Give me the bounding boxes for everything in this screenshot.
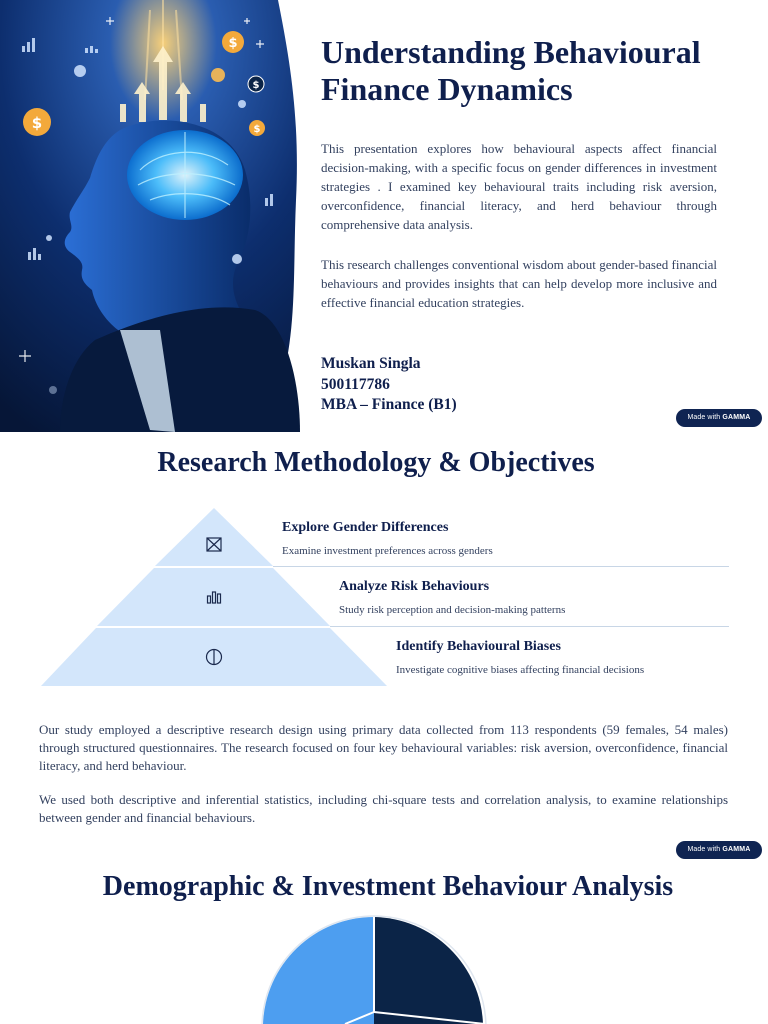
objective-title: Explore Gender Differences: [282, 520, 449, 535]
demographic-pie-chart: [0, 900, 768, 1024]
page-title: Understanding Behavioural Finance Dynamics: [321, 34, 701, 107]
made-with-gamma-badge[interactable]: [676, 841, 762, 859]
badge-prefix: Made with: [687, 846, 721, 853]
objective-title: Identify Behavioural Biases: [396, 639, 561, 654]
statistics-paragraph: We used both descriptive and inferential statistics, including chi-square tests and correlation analysis, to examine relationships between gender and financial behaviours.: [39, 792, 728, 825]
pie-slice-dark: [374, 917, 483, 1024]
author-name: Muskan Singla: [321, 355, 421, 372]
research-paragraph: This research challenges conventional wisdom about gender-based financial behaviours and provides insights that can help develop more inclusive and effective financial education strategies.: [321, 257, 717, 310]
svg-text:$: $: [253, 124, 261, 135]
badge-brand: GAMMA: [722, 846, 751, 853]
hero-brain-illustration: [0, 0, 310, 432]
pie-slice-light: [263, 917, 374, 1024]
objective-desc: Examine investment preferences across genders: [282, 545, 493, 557]
design-paragraph: Our study employed a descriptive research design using primary data collected from 113 respondents (59 females, 54 males) through structured questionnaires. The research focused on four key behavioural variables: risk aversion, overconfidence, financial literacy, and herd behaviour.: [39, 722, 728, 773]
badge-prefix: Made with: [687, 414, 721, 421]
objective-desc: Investigate cognitive biases affecting financial decisions: [396, 664, 645, 676]
svg-text:$: $: [31, 114, 43, 132]
made-with-gamma-badge[interactable]: [676, 409, 762, 427]
objective-desc: Study risk perception and decision-making patterns: [339, 604, 566, 616]
demographics-heading: Demographic & Investment Behaviour Analysis: [102, 871, 674, 902]
author-id: 500117786: [321, 375, 390, 393]
svg-text:$: $: [252, 80, 260, 91]
intro-paragraph: This presentation explores how behavioural aspects affect financial decision-making, with a specific focus on gender differences in investment strategies . I examined key behavioural traits including risk aversion, overconfidence, financial literacy, and herd behaviour through comprehensive data analysis.: [321, 141, 717, 232]
methodology-heading: Research Methodology & Objectives: [157, 447, 595, 478]
badge-brand: GAMMA: [722, 414, 751, 421]
svg-text:$: $: [228, 36, 238, 51]
objective-title: Analyze Risk Behaviours: [339, 579, 490, 594]
author-program: MBA – Finance (B1): [321, 396, 457, 413]
author-block: [321, 354, 457, 416]
pyramid-level-1: [155, 508, 273, 566]
pyramid-level-2: [97, 568, 330, 626]
title-slide: [0, 0, 768, 432]
